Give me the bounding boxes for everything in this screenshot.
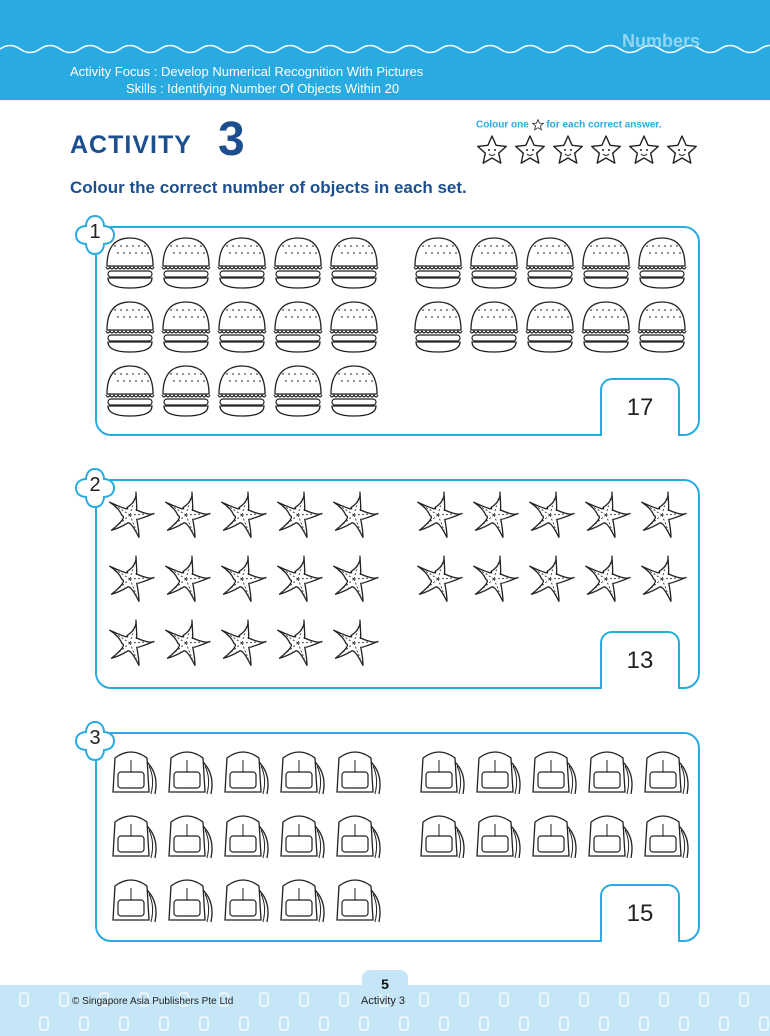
burger-icon[interactable] xyxy=(218,238,266,288)
answer-1: 17 xyxy=(626,394,654,421)
starfish-icon[interactable] xyxy=(222,492,266,538)
backpack-icon[interactable] xyxy=(337,816,380,858)
starfish-icon[interactable] xyxy=(166,556,210,602)
backpack-icon[interactable] xyxy=(281,752,324,794)
backpack-icon[interactable] xyxy=(533,816,576,858)
backpack-icon[interactable] xyxy=(281,816,324,858)
burger-icon[interactable] xyxy=(414,238,462,288)
rating-star-icon[interactable] xyxy=(516,136,545,163)
bottle-pattern-icon xyxy=(760,1017,768,1030)
burger-icon[interactable] xyxy=(582,302,630,352)
set-3-badge xyxy=(72,718,118,764)
bottle-pattern-icon xyxy=(300,993,308,1006)
burger-icon[interactable] xyxy=(106,366,154,416)
backpack-icon[interactable] xyxy=(337,880,380,922)
starfish-icon[interactable] xyxy=(418,492,462,538)
backpack-icon[interactable] xyxy=(533,752,576,794)
starfish-icon[interactable] xyxy=(474,556,518,602)
bottle-pattern-icon xyxy=(680,1017,688,1030)
rating-stars xyxy=(476,134,706,168)
bottle-pattern-icon xyxy=(540,993,548,1006)
bottle-pattern-icon xyxy=(40,1017,48,1030)
burger-icon[interactable] xyxy=(274,366,322,416)
bottle-pattern-icon xyxy=(740,993,748,1006)
answer-2: 13 xyxy=(626,647,654,674)
burger-icon[interactable] xyxy=(162,366,210,416)
bottle-pattern-icon xyxy=(20,993,28,1006)
answer-box-3 xyxy=(600,884,680,942)
burger-icon[interactable] xyxy=(106,302,154,352)
set-1-badge xyxy=(72,212,118,258)
set-number-1: 1 xyxy=(89,221,101,243)
starfish-icon[interactable] xyxy=(586,492,630,538)
burger-icon[interactable] xyxy=(330,366,378,416)
bottle-pattern-icon xyxy=(480,1017,488,1030)
bottle-pattern-icon xyxy=(260,993,268,1006)
bottle-pattern-icon xyxy=(520,1017,528,1030)
backpack-icon[interactable] xyxy=(589,752,632,794)
burger-icon[interactable] xyxy=(274,302,322,352)
starfish-icon[interactable] xyxy=(334,620,378,666)
page-number: 5 xyxy=(362,970,408,994)
bottle-pattern-icon xyxy=(440,1017,448,1030)
activity-focus: Activity Focus : Develop Numerical Recognition With Pictures xyxy=(70,64,424,79)
starfish-icon[interactable] xyxy=(530,556,574,602)
backpack-icon[interactable] xyxy=(113,816,156,858)
burger-icon[interactable] xyxy=(414,302,462,352)
starfish-icon[interactable] xyxy=(278,492,322,538)
set-number-2: 2 xyxy=(89,474,101,496)
bottle-pattern-icon xyxy=(720,1017,728,1030)
answer-box-1 xyxy=(600,378,680,436)
rating-star-icon[interactable] xyxy=(668,136,697,163)
burger-icon[interactable] xyxy=(526,238,574,288)
burger-icon[interactable] xyxy=(330,238,378,288)
burger-icon[interactable] xyxy=(330,302,378,352)
copyright: © Singapore Asia Publishers Pte Ltd xyxy=(72,996,234,1007)
bottle-pattern-icon xyxy=(580,993,588,1006)
bottle-pattern-icon xyxy=(420,993,428,1006)
bottle-pattern-icon xyxy=(160,1017,168,1030)
starfish-icon[interactable] xyxy=(334,492,378,538)
bottle-pattern-icon xyxy=(460,993,468,1006)
set-2-badge xyxy=(72,465,118,511)
backpack-icon[interactable] xyxy=(113,752,156,794)
bottle-pattern-icon xyxy=(120,1017,128,1030)
bottle-pattern-icon xyxy=(500,993,508,1006)
starfish-icon[interactable] xyxy=(474,492,518,538)
rating-text-before: Colour one xyxy=(476,119,529,131)
star-icon xyxy=(532,119,544,131)
bottle-pattern-icon xyxy=(60,993,68,1006)
starfish-icon[interactable] xyxy=(222,620,266,666)
skills-text: Skills : Identifying Number Of Objects Within 20 xyxy=(126,81,400,96)
backpack-icon[interactable] xyxy=(337,752,380,794)
starfish-icon[interactable] xyxy=(418,556,462,602)
backpack-icon[interactable] xyxy=(225,752,268,794)
set-number-3: 3 xyxy=(89,727,101,749)
bottle-pattern-icon xyxy=(80,1017,88,1030)
starfish-icon[interactable] xyxy=(586,556,630,602)
starfish-icon[interactable] xyxy=(642,492,686,538)
bottle-pattern-icon xyxy=(600,1017,608,1030)
starfish-icon[interactable] xyxy=(642,556,686,602)
rating-text-after: for each correct answer. xyxy=(546,119,662,131)
section-title: Numbers xyxy=(621,31,700,51)
burger-icon[interactable] xyxy=(638,238,686,288)
burger-icon[interactable] xyxy=(638,302,686,352)
bottle-pattern-icon xyxy=(560,1017,568,1030)
rating-star-icon[interactable] xyxy=(554,136,583,163)
backpack-icon[interactable] xyxy=(225,880,268,922)
header-banner xyxy=(0,0,770,100)
burger-icon[interactable] xyxy=(470,238,518,288)
starfish-icon[interactable] xyxy=(166,620,210,666)
burger-icon[interactable] xyxy=(218,366,266,416)
backpack-icon[interactable] xyxy=(281,880,324,922)
burger-icon[interactable] xyxy=(162,302,210,352)
instruction: Colour the correct number of objects in each set. xyxy=(70,178,467,197)
starfish-icon[interactable] xyxy=(110,556,154,602)
starfish-icon[interactable] xyxy=(166,492,210,538)
bottle-pattern-icon xyxy=(320,1017,328,1030)
burger-icon[interactable] xyxy=(582,238,630,288)
backpack-icon[interactable] xyxy=(477,752,520,794)
bottle-pattern-icon xyxy=(200,1017,208,1030)
burger-icon[interactable] xyxy=(218,302,266,352)
backpack-icon[interactable] xyxy=(169,752,212,794)
activity-number: 3 xyxy=(218,113,245,166)
burger-icon[interactable] xyxy=(526,302,574,352)
bottle-pattern-icon xyxy=(400,1017,408,1030)
footer-activity-label: Activity 3 xyxy=(361,995,406,1007)
backpack-icon[interactable] xyxy=(169,816,212,858)
answer-box-2 xyxy=(600,631,680,689)
bottle-pattern-icon xyxy=(360,1017,368,1030)
backpack-icon[interactable] xyxy=(421,752,464,794)
backpack-icon[interactable] xyxy=(645,752,688,794)
set-2-box xyxy=(95,479,700,689)
starfish-icon[interactable] xyxy=(222,556,266,602)
bottle-pattern-icon xyxy=(700,993,708,1006)
backpack-icon[interactable] xyxy=(113,880,156,922)
rating-star-icon[interactable] xyxy=(592,136,621,163)
bottle-pattern-icon xyxy=(620,993,628,1006)
starfish-icon[interactable] xyxy=(110,620,154,666)
burger-icon[interactable] xyxy=(274,238,322,288)
burger-icon[interactable] xyxy=(470,302,518,352)
bottle-pattern-icon xyxy=(640,1017,648,1030)
answer-3: 15 xyxy=(626,900,654,927)
burger-icon[interactable] xyxy=(162,238,210,288)
bottle-pattern-icon xyxy=(280,1017,288,1030)
starfish-icon[interactable] xyxy=(334,556,378,602)
backpack-icon[interactable] xyxy=(169,880,212,922)
rating-star-icon[interactable] xyxy=(630,136,659,163)
starfish-icon[interactable] xyxy=(278,620,322,666)
starfish-icon[interactable] xyxy=(530,492,574,538)
backpack-icon[interactable] xyxy=(421,816,464,858)
starfish-icon[interactable] xyxy=(278,556,322,602)
rating-instruction xyxy=(476,119,661,131)
activity-label: ACTIVITY xyxy=(70,131,192,159)
set-1-box xyxy=(95,226,700,436)
backpack-icon[interactable] xyxy=(225,816,268,858)
backpack-icon[interactable] xyxy=(477,816,520,858)
bottle-pattern-icon xyxy=(660,993,668,1006)
backpack-icon[interactable] xyxy=(589,816,632,858)
bottle-pattern-icon xyxy=(240,1017,248,1030)
set-3-box xyxy=(95,732,700,942)
bottle-pattern-icon xyxy=(340,993,348,1006)
backpack-icon[interactable] xyxy=(645,816,688,858)
rating-star-icon[interactable] xyxy=(478,136,507,163)
